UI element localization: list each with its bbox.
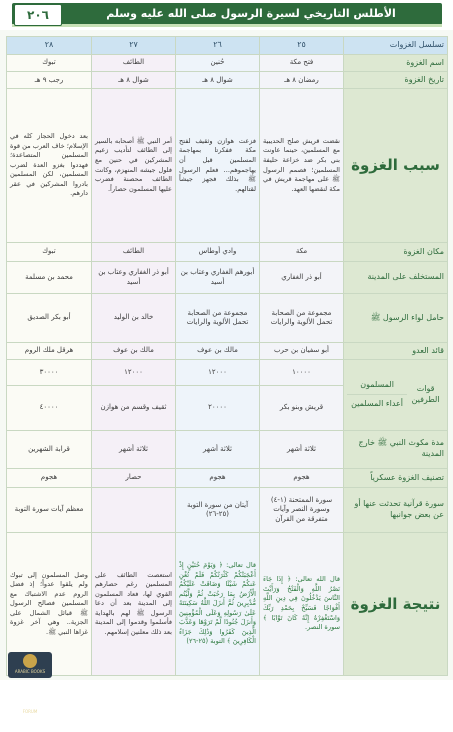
battle-name: الطائف [92,55,176,72]
battle-cause: نقضت قريش صلح الحديبية مع المسلمين، حينما عاونت بني بكر ضد خزاعة حليفة المسلمين؛ فصمم الرسول ﷺ على مهاجمة قريش في مكة لنقضها العهد. [260,89,344,243]
table-row [7,294,448,343]
battle-name: فتح مكة [260,55,344,72]
battle-type: هجوم [260,468,344,487]
forces-label-group [347,376,444,415]
battle-result: استعصت الطائف على المسلمين رغم حصارهم القوي لها، فعاد المسلمون إلى المدينة بعد أن دعا الرسول ﷺ لهم بالهداية فأسلموا وقدموا إلى المدينة بعد ذلك معلنين إسلامهم. [92,532,176,675]
row-label-duration: مدة مكوث النبي ﷺ خارج المدينة [344,430,448,468]
page-number: ٢٠٦ [14,4,62,26]
page-title: الأطلس التاريخي لسيرة الرسول صلى الله عليه وسلم [106,7,396,20]
forces-sub-labels [347,376,407,415]
row-label-cause: سبب الغزوة [344,89,448,243]
row-label-date: تاريخ الغزوة [344,72,448,89]
battle-result: وصل المسلمون إلى تبوك ولم يلقوا عدواً؛ إذ فضل الروم عدم الاشتباك مع المسلمين فصالح الرسول ﷺ قبائل الشمال على الجزية.. وهي آخر غزوة غزاها النبي ﷺ. [7,532,92,675]
row-label-surahs: سورة قرآنية تحدثت عنها أو عن بعض جوانبها [344,488,448,533]
battle-surah: سورة الممتحنة (١-٤) وسورة النصر وآيات متفرقة من القرآن [260,488,344,533]
header-underline [12,24,442,27]
battle-date: شوال ٨ هـ [176,72,260,89]
battle-banner: مجموعة من الصحابة تحمل الألوية والرايات [176,294,260,343]
battle-result: قال تعالى: ﴿ وَيَوْمَ حُنَيْنٍ إِذْ أَعْجَبَتْكُمْ كَثْرَتُكُمْ فَلَمْ تُغْنِ عَنكُمْ شَيْئًا وَضَاقَتْ عَلَيْكُمُ الْأَرْضُ بِمَا رَحُبَتْ ثُمَّ وَلَّيْتُم مُّدْبِرِينَ ثُمَّ أَنزَلَ اللَّهُ سَكِينَتَهُ عَلَىٰ رَسُولِهِ وَعَلَى الْمُؤْمِنِينَ وَأَنزَلَ جُنُودًا لَّمْ تَرَوْهَا وَعَذَّبَ الَّذِينَ كَفَرُوا وَذَٰلِكَ جَزَاءُ الْكَافِرِينَ ﴾ التوبة (٢٥-٢٦) [176,532,260,675]
row-label-type: تصنيف الغزوة عسكرياً [344,468,448,487]
forum-logo-text: ARABIC BOOKS FORUM [14,669,46,714]
battle-date: رمضان ٨ هـ [260,72,344,89]
battle-place: الطائف [92,242,176,261]
row-label-banner: حامل لواء الرسول ﷺ [344,294,448,343]
table-row [7,532,448,675]
table-row [7,343,448,360]
column-number: ٢٨ [7,37,92,55]
battle-duration: ثلاثة أشهر [92,430,176,468]
battle-surah: معظم آيات سورة التوبة [7,488,92,533]
forum-logo [8,652,52,714]
enemy-forces: ثقيف وقسم من هوازن [92,385,176,430]
table-row [7,430,448,468]
battle-name: حُنين [176,55,260,72]
row-label-result: نتيجة الغزوة [344,532,448,675]
row-label-place: مكان الغزوة [344,242,448,261]
table-row [7,55,448,72]
row-label-enemies: أعداء المسلمين [351,399,404,409]
table-row [7,468,448,487]
battle-deputy: أبورهم الغفاري وعتاب بن أسيد [176,262,260,294]
column-number: ٢٦ [176,37,260,55]
table-row [7,488,448,533]
battle-surah: آيتان من سورة التوبة (٢٥-٢٦) [176,488,260,533]
battle-banner: مجموعة من الصحابة تحمل الألوية والرايات [260,294,344,343]
table-row [7,262,448,294]
battle-deputy: محمد بن مسلمة [7,262,92,294]
forum-logo-icon [23,654,37,668]
enemy-leader: مالك بن عوف [92,343,176,360]
row-label-muslims: المسلمون [347,376,407,396]
battle-deputy: أبو ذر الغفاري [260,262,344,294]
battle-type: حصار [92,468,176,487]
battle-type: هجوم [7,468,92,487]
battle-duration: ثلاثة أشهر [176,430,260,468]
battle-duration: ثلاثة أشهر [260,430,344,468]
battle-deputy: أبو ذر الغفاري وعتاب بن أسيد [92,262,176,294]
column-number: ٢٧ [92,37,176,55]
battle-surah [92,488,176,533]
page-header [0,0,453,30]
table-row [7,360,448,386]
enemy-forces: ٢٠٠٠٠ [176,385,260,430]
enemy-leader: أبو سفيان بن حرب [260,343,344,360]
battle-place: مكة [260,242,344,261]
battle-banner: أبو بكر الصديق [7,294,92,343]
table-row [7,37,448,55]
row-label-enemy-leader: قائد العدو [344,343,448,360]
battle-name: تبوك [7,55,92,72]
enemy-forces: قريش وبنو بكر [260,385,344,430]
row-label-name: اسم الغزوة [344,55,448,72]
table-row [7,89,448,243]
battle-cause: أمر النبي ﷺ أصحابه بالسير إلى الطائف لتأديب زعيم المشركين في حنين مع فلول جيشه المنهزم، وكانت الطائف محصنة فضرب عليها المسلمون حصاراً. [92,89,176,243]
battle-date: رجب ٩ هـ [7,72,92,89]
battle-date: شوال ٨ هـ [92,72,176,89]
battle-place: تبوك [7,242,92,261]
table-row [7,72,448,89]
battle-cause: بعد دخول الحجاز كله في الإسلام؛ خاف العرب من قوة المسلمين المتصاعدة؛ فهددوا بغزو العدة لضرب المسلمين، لكن المسلمين بادروا المشركين في عقر دارهم. [7,89,92,243]
muslim-forces: ٣٠٠٠٠ [7,360,92,386]
battles-table [6,36,448,676]
battle-type: هجوم [176,468,260,487]
muslim-forces: ١٢٠٠٠ [176,360,260,386]
row-label-forces: قوات الطرفين [411,384,440,404]
row-label-sequence: تسلسل الغزوات [344,37,448,55]
battle-cause: فزعت هوازن وثقيف لفتح مكة ففكرتا بمهاجمة المسلمين قبل أن يهاجموهم... فعلم الرسول ﷺ بذلك فجهز جيشاً لقتالهم. [176,89,260,243]
battle-duration: قرابة الشهرين [7,430,92,468]
battle-result: قال الله تعالى: ﴿ إِذَا جَاءَ نَصْرُ اللَّهِ وَالْفَتْحُ وَرَأَيْتَ النَّاسَ يَدْخُلُونَ فِي دِينِ اللَّهِ أَفْوَاجًا فَسَبِّحْ بِحَمْدِ رَبِّكَ وَاسْتَغْفِرْهُ إِنَّهُ كَانَ تَوَّابًا ﴾ سورة النصر. [260,532,344,675]
battle-place: وادي أوطاس [176,242,260,261]
enemy-leader: هرقل ملك الروم [7,343,92,360]
enemy-leader: مالك بن عوف [176,343,260,360]
forces-header [344,360,448,430]
enemy-forces: ٤٠٠٠٠ [7,385,92,430]
muslim-forces: ١٠٠٠٠ [260,360,344,386]
column-number: ٢٥ [260,37,344,55]
table-row [7,242,448,261]
muslim-forces: ١٢٠٠٠ [92,360,176,386]
row-label-deputy: المستخلف على المدينة [344,262,448,294]
battle-banner: خالد بن الوليد [92,294,176,343]
